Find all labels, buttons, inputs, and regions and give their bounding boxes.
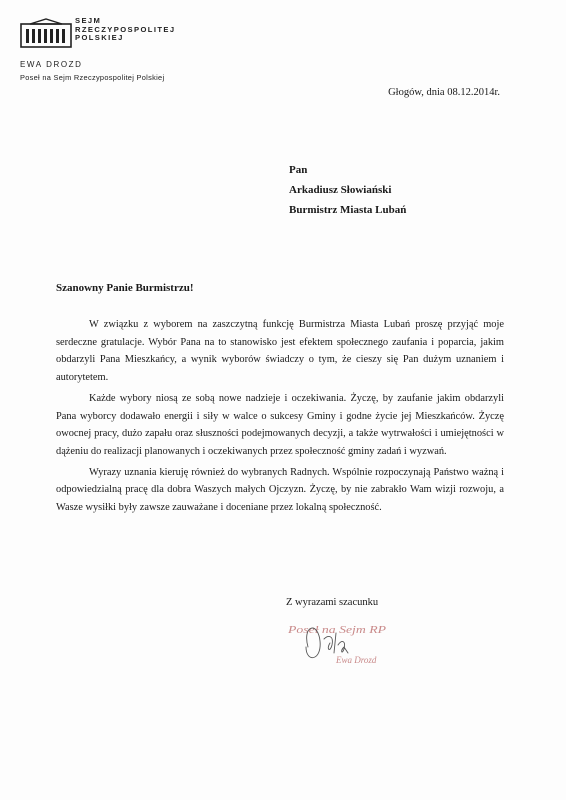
- paragraph: Wyrazy uznania kieruję również do wybranych Radnych. Wspólnie rozpoczynają Państwo ważną i odpowiedzialną pracę dla dobra Waszych małych Ojczyzn. Życzę, by nie zabrakło Wam wizji rozwoju, a Wasze wysiłki były zawsze zauważane i doceniane przez lokalną społeczność.: [56, 466, 504, 514]
- signature-stamp: [284, 617, 390, 671]
- stamp-line: Poseł na Sejm RP: [286, 624, 387, 636]
- closing: Z wyrazami szacunku: [286, 597, 379, 608]
- institution-name: [75, 17, 175, 43]
- stamp-line: Ewa Drozd: [336, 655, 377, 665]
- institution-line: RZECZYPOSPOLITEJ: [75, 24, 176, 34]
- author-block: [20, 60, 164, 83]
- author-name: EWA DROZD: [20, 60, 83, 69]
- institution-line: SEJM: [75, 16, 102, 25]
- author-title: Poseł na Sejm Rzeczypospolitej Polskiej: [20, 73, 165, 82]
- paragraph: W związku z wyborem na zaszczytną funkcję Burmistrza Miasta Lubań proszę przyjąć moje serdeczne gratulacje. Wybór Pana na to stanowisko jest efektem społecznego zaufania i poparcia, jakim obdarzyli Pana Mieszkańcy, a wynik wyborów świadczy o tym, że cieszy się Pan dużym uznaniem i autorytetem.: [56, 319, 504, 384]
- recipient-block: [289, 160, 406, 220]
- sejm-logo-icon: [20, 18, 72, 48]
- recipient-line: Pan: [289, 164, 308, 176]
- recipient-line: Arkadiusz Słowiański: [289, 184, 392, 196]
- letter-body: [56, 316, 504, 517]
- institution-line: POLSKIEJ: [75, 33, 124, 43]
- dateline: Głogów, dnia 08.12.2014r.: [388, 87, 500, 98]
- recipient-line: Burmistrz Miasta Lubań: [289, 204, 407, 216]
- paragraph: Każde wybory niosą ze sobą nowe nadzieje i oczekiwania. Życzę, by zaufanie jakim obdarzyli Pana wyborcy dodawało energii i siły w walce o sukcesy Gminy i godne życie jej Mieszkańców. Życzę owocnej pracy, dużo zapału oraz słuszności podejmowanych decyzji, a także wytrwałości i umiejętności w dążeniu do realizacji planowanych i oczekiwanych przez społeczność gminy zadań i wyzwań.: [56, 392, 504, 457]
- salutation: Szanowny Panie Burmistrzu!: [56, 282, 194, 294]
